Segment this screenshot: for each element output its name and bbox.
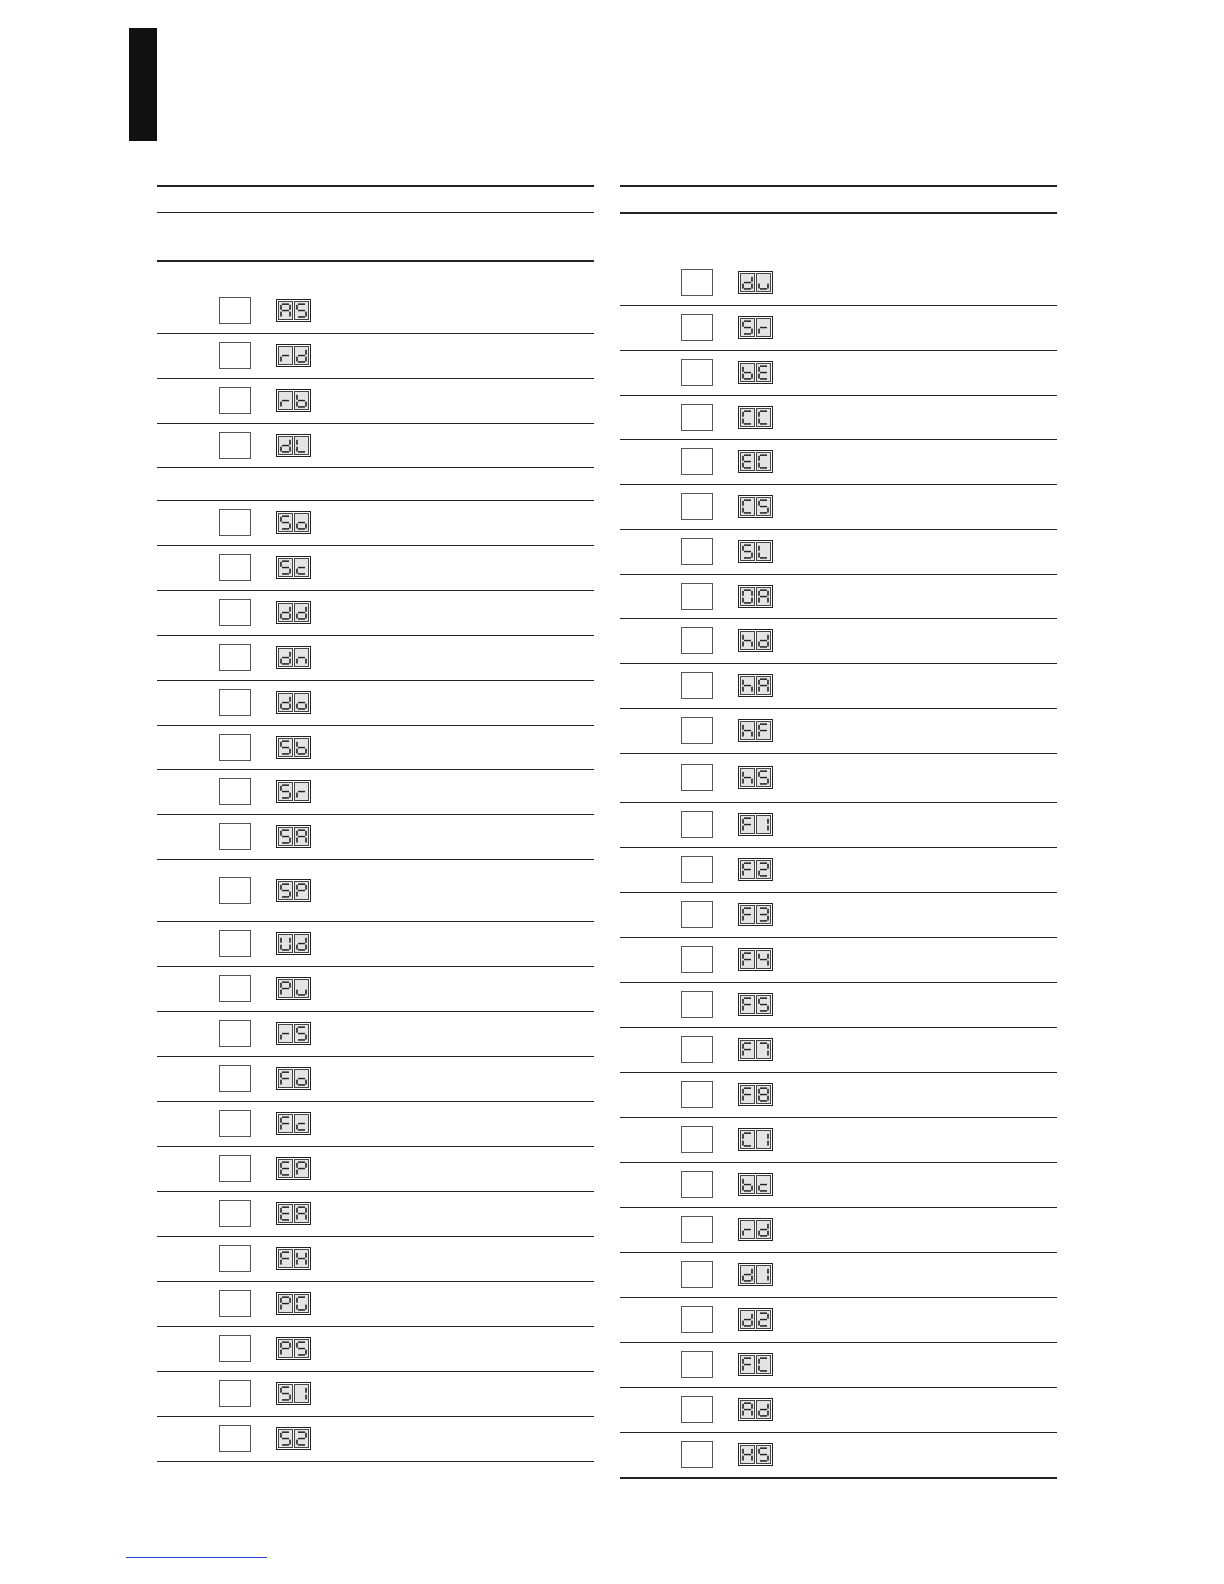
lcd-digit <box>756 995 771 1014</box>
parameter-value-box <box>681 946 713 973</box>
lcd-digit <box>756 860 771 879</box>
parameter-row <box>620 1162 1057 1207</box>
parameter-row <box>620 1027 1057 1072</box>
lcd-digit <box>294 1204 309 1223</box>
lcd-digit <box>294 1249 309 1268</box>
lcd-digit <box>294 1159 309 1178</box>
lcd-code-display <box>738 1128 773 1151</box>
lcd-digit <box>278 881 293 900</box>
parameter-row <box>620 753 1057 802</box>
lcd-digit <box>740 587 755 606</box>
parameter-value-box <box>219 509 251 536</box>
lcd-digit <box>740 363 755 382</box>
parameter-row <box>157 966 594 1011</box>
lcd-digit <box>740 497 755 516</box>
parameter-value-box <box>219 297 251 324</box>
parameter-row <box>620 1072 1057 1117</box>
lcd-digit <box>294 881 309 900</box>
parameter-row <box>620 1252 1057 1297</box>
lcd-code-display <box>276 434 311 457</box>
lcd-digit <box>278 346 293 365</box>
parameter-row <box>620 1387 1057 1432</box>
lcd-digit <box>294 558 309 577</box>
lcd-code-display <box>276 736 311 759</box>
parameter-value-box <box>681 991 713 1018</box>
lcd-digit <box>294 391 309 410</box>
lcd-digit <box>740 1130 755 1149</box>
parameter-value-box <box>681 764 713 791</box>
lcd-digit <box>278 301 293 320</box>
table-rule <box>157 212 594 213</box>
lcd-code-display <box>738 1398 773 1421</box>
lcd-code-display <box>276 1382 311 1405</box>
parameter-value-box <box>219 1290 251 1317</box>
parameter-row <box>620 1297 1057 1342</box>
lcd-digit <box>740 631 755 650</box>
lcd-digit <box>756 542 771 561</box>
parameter-row <box>157 500 594 545</box>
lcd-digit <box>294 603 309 622</box>
parameter-row <box>620 937 1057 982</box>
lcd-digit <box>294 436 309 455</box>
parameter-row <box>157 1056 594 1101</box>
parameter-row <box>157 1101 594 1146</box>
lcd-digit <box>294 648 309 667</box>
lcd-code-display <box>276 1292 311 1315</box>
parameter-value-box <box>681 538 713 565</box>
parameter-value-box <box>681 314 713 341</box>
lcd-digit <box>294 1114 309 1133</box>
parameter-row <box>157 859 594 921</box>
lcd-digit <box>278 738 293 757</box>
parameter-row <box>620 350 1057 395</box>
lcd-code-display <box>738 766 773 789</box>
lcd-digit <box>294 1429 309 1448</box>
parameter-row <box>157 333 594 378</box>
parameter-row <box>157 1011 594 1056</box>
lcd-digit <box>278 934 293 953</box>
parameter-value-box <box>219 778 251 805</box>
table-rule <box>157 260 594 262</box>
parameter-value-box <box>681 359 713 386</box>
lcd-code-display <box>738 629 773 652</box>
lcd-digit <box>278 1249 293 1268</box>
lcd-digit <box>756 1355 771 1374</box>
parameter-row <box>620 529 1057 574</box>
lcd-digit <box>294 1024 309 1043</box>
parameter-value-box <box>681 493 713 520</box>
parameter-row <box>620 1432 1057 1477</box>
lcd-digit <box>740 1400 755 1419</box>
parameter-row <box>157 814 594 859</box>
lcd-code-display <box>276 691 311 714</box>
parameter-value-box <box>681 1171 713 1198</box>
lcd-code-display <box>738 1173 773 1196</box>
lcd-digit <box>756 1400 771 1419</box>
lcd-digit <box>756 1265 771 1284</box>
parameter-value-box <box>681 448 713 475</box>
lcd-code-display <box>276 1427 311 1450</box>
lcd-code-display <box>276 601 311 624</box>
lcd-code-display <box>276 511 311 534</box>
lcd-digit <box>740 273 755 292</box>
lcd-digit <box>278 979 293 998</box>
lcd-code-display <box>738 1353 773 1376</box>
table-rule <box>620 212 1057 214</box>
lcd-digit <box>278 648 293 667</box>
lcd-digit <box>740 1445 755 1464</box>
parameter-value-box <box>219 1425 251 1452</box>
lcd-digit <box>756 1445 771 1464</box>
lcd-digit <box>740 950 755 969</box>
parameter-row <box>620 305 1057 350</box>
lcd-digit <box>756 1175 771 1194</box>
lcd-digit <box>756 1085 771 1104</box>
lcd-digit <box>294 738 309 757</box>
lcd-digit <box>756 587 771 606</box>
parameter-row <box>620 439 1057 484</box>
parameter-value-box <box>219 644 251 671</box>
lcd-digit <box>294 346 309 365</box>
section-tab-marker <box>129 28 157 141</box>
lcd-digit <box>740 452 755 471</box>
parameter-value-box <box>681 404 713 431</box>
lcd-code-display <box>738 450 773 473</box>
lcd-digit <box>740 1265 755 1284</box>
lcd-digit <box>294 1339 309 1358</box>
lcd-code-display <box>738 1308 773 1331</box>
parameter-value-box <box>681 1126 713 1153</box>
lcd-digit <box>294 693 309 712</box>
lcd-digit <box>294 1384 309 1403</box>
parameter-row <box>157 1236 594 1281</box>
parameter-row <box>157 1326 594 1371</box>
parameter-value-box <box>219 554 251 581</box>
parameter-row <box>157 1416 594 1461</box>
lcd-code-display <box>738 1218 773 1241</box>
lcd-digit <box>740 318 755 337</box>
lcd-code-display <box>738 271 773 294</box>
lcd-digit <box>756 815 771 834</box>
lcd-digit <box>756 1310 771 1329</box>
parameter-row <box>157 1146 594 1191</box>
parameter-value-box <box>219 1065 251 1092</box>
parameter-value-box <box>219 930 251 957</box>
lcd-digit <box>740 408 755 427</box>
lcd-code-display <box>276 825 311 848</box>
lcd-digit <box>740 860 755 879</box>
lcd-digit <box>756 408 771 427</box>
lcd-code-display <box>276 646 311 669</box>
parameter-row <box>620 802 1057 847</box>
lcd-digit <box>756 676 771 695</box>
lcd-digit <box>294 827 309 846</box>
lcd-code-display <box>738 993 773 1016</box>
lcd-digit <box>294 782 309 801</box>
lcd-code-display <box>276 389 311 412</box>
lcd-digit <box>740 1310 755 1329</box>
lcd-digit <box>294 934 309 953</box>
lcd-digit <box>756 721 771 740</box>
parameter-row <box>157 288 594 333</box>
parameter-value-box <box>219 1200 251 1227</box>
parameter-row <box>157 921 594 966</box>
lcd-code-display <box>276 1157 311 1180</box>
table-rule <box>157 185 594 187</box>
parameter-value-box <box>219 1110 251 1137</box>
parameter-value-box <box>219 599 251 626</box>
lcd-digit <box>756 768 771 787</box>
parameter-row <box>157 725 594 769</box>
lcd-digit <box>756 273 771 292</box>
lcd-code-display <box>738 813 773 836</box>
parameter-value-box <box>681 627 713 654</box>
lcd-digit <box>278 513 293 532</box>
parameter-value-box <box>681 1216 713 1243</box>
lcd-code-display <box>738 1038 773 1061</box>
parameter-value-box <box>681 717 713 744</box>
lcd-digit <box>756 905 771 924</box>
lcd-digit <box>278 1384 293 1403</box>
lcd-digit <box>740 1175 755 1194</box>
table-rule <box>157 1461 594 1462</box>
parameter-value-box <box>219 342 251 369</box>
lcd-digit <box>278 558 293 577</box>
parameter-value-box <box>219 432 251 459</box>
lcd-digit <box>740 1085 755 1104</box>
parameter-row <box>157 545 594 590</box>
lcd-digit <box>740 768 755 787</box>
lcd-code-display <box>276 556 311 579</box>
parameter-row <box>620 484 1057 529</box>
parameter-value-box <box>681 901 713 928</box>
parameter-value-box <box>219 1155 251 1182</box>
lcd-code-display <box>276 1202 311 1225</box>
lcd-code-display <box>738 948 773 971</box>
lcd-digit <box>278 603 293 622</box>
lcd-code-display <box>276 1022 311 1045</box>
lcd-code-display <box>738 719 773 742</box>
parameter-row <box>620 1342 1057 1387</box>
parameter-row <box>620 618 1057 663</box>
lcd-digit <box>278 436 293 455</box>
parameter-value-box <box>219 877 251 904</box>
parameter-value-box <box>219 734 251 761</box>
parameter-value-box <box>681 672 713 699</box>
lcd-digit <box>278 1024 293 1043</box>
parameter-row <box>620 260 1057 305</box>
lcd-digit <box>740 1220 755 1239</box>
table-rule <box>620 1477 1057 1479</box>
parameter-row <box>157 1281 594 1326</box>
parameter-row <box>620 395 1057 439</box>
lcd-code-display <box>738 1443 773 1466</box>
lcd-digit <box>278 1069 293 1088</box>
lcd-digit <box>740 721 755 740</box>
parameter-row <box>620 574 1057 618</box>
parameter-row <box>620 982 1057 1027</box>
parameter-value-box <box>219 387 251 414</box>
parameter-value-box <box>681 583 713 610</box>
lcd-digit <box>756 452 771 471</box>
lcd-digit <box>756 1040 771 1059</box>
parameter-value-box <box>681 811 713 838</box>
parameter-value-box <box>681 856 713 883</box>
lcd-digit <box>278 391 293 410</box>
parameter-row <box>157 378 594 423</box>
parameter-group-spacer <box>157 467 594 500</box>
lcd-digit <box>756 363 771 382</box>
parameter-row <box>157 1191 594 1236</box>
parameter-row <box>620 892 1057 937</box>
parameter-value-box <box>681 269 713 296</box>
parameter-value-box <box>681 1306 713 1333</box>
lcd-digit <box>740 1040 755 1059</box>
parameter-row <box>620 1207 1057 1252</box>
lcd-code-display <box>738 316 773 339</box>
parameter-value-box <box>681 1441 713 1468</box>
lcd-digit <box>756 318 771 337</box>
parameter-row <box>157 680 594 725</box>
lcd-digit <box>756 631 771 650</box>
lcd-code-display <box>276 344 311 367</box>
lcd-code-display <box>738 585 773 608</box>
lcd-digit <box>294 301 309 320</box>
lcd-digit <box>740 1355 755 1374</box>
lcd-code-display <box>738 858 773 881</box>
lcd-digit <box>756 1220 771 1239</box>
lcd-digit <box>740 815 755 834</box>
lcd-digit <box>740 676 755 695</box>
parameter-value-box <box>219 975 251 1002</box>
lcd-code-display <box>738 1083 773 1106</box>
parameter-row <box>157 590 594 635</box>
lcd-digit <box>756 497 771 516</box>
lcd-code-display <box>738 674 773 697</box>
parameter-row <box>157 423 594 467</box>
lcd-code-display <box>276 299 311 322</box>
parameter-row <box>620 663 1057 708</box>
parameter-value-box <box>681 1081 713 1108</box>
parameter-row <box>157 769 594 814</box>
lcd-code-display <box>738 1263 773 1286</box>
lcd-code-display <box>276 1337 311 1360</box>
parameter-row <box>157 635 594 680</box>
lcd-digit <box>294 1069 309 1088</box>
lcd-code-display <box>276 780 311 803</box>
parameter-value-box <box>219 1245 251 1272</box>
lcd-code-display <box>276 1067 311 1090</box>
lcd-digit <box>278 1339 293 1358</box>
parameter-value-box <box>681 1036 713 1063</box>
lcd-code-display <box>738 903 773 926</box>
parameter-value-box <box>219 1380 251 1407</box>
lcd-digit <box>740 905 755 924</box>
lcd-code-display <box>276 932 311 955</box>
lcd-digit <box>278 782 293 801</box>
parameter-row <box>157 1371 594 1416</box>
parameter-row <box>620 708 1057 753</box>
lcd-digit <box>278 1114 293 1133</box>
lcd-digit <box>756 1130 771 1149</box>
lcd-digit <box>294 979 309 998</box>
lcd-digit <box>278 1159 293 1178</box>
footer-rule <box>126 1557 267 1558</box>
lcd-digit <box>278 1204 293 1223</box>
lcd-code-display <box>738 540 773 563</box>
parameter-value-box <box>681 1351 713 1378</box>
lcd-code-display <box>738 495 773 518</box>
lcd-digit <box>756 950 771 969</box>
parameter-value-box <box>219 689 251 716</box>
lcd-digit <box>740 542 755 561</box>
parameter-value-box <box>681 1396 713 1423</box>
lcd-code-display <box>276 1112 311 1135</box>
lcd-code-display <box>738 406 773 429</box>
lcd-digit <box>278 827 293 846</box>
lcd-code-display <box>276 1247 311 1270</box>
lcd-code-display <box>276 879 311 902</box>
lcd-code-display <box>276 977 311 1000</box>
lcd-code-display <box>738 361 773 384</box>
parameter-value-box <box>681 1261 713 1288</box>
parameter-value-box <box>219 1020 251 1047</box>
lcd-digit <box>278 693 293 712</box>
lcd-digit <box>294 513 309 532</box>
parameter-row <box>620 847 1057 892</box>
parameter-value-box <box>219 1335 251 1362</box>
lcd-digit <box>278 1429 293 1448</box>
lcd-digit <box>294 1294 309 1313</box>
lcd-digit <box>740 995 755 1014</box>
lcd-digit <box>278 1294 293 1313</box>
parameter-value-box <box>219 823 251 850</box>
parameter-row <box>620 1117 1057 1162</box>
table-rule <box>620 185 1057 187</box>
